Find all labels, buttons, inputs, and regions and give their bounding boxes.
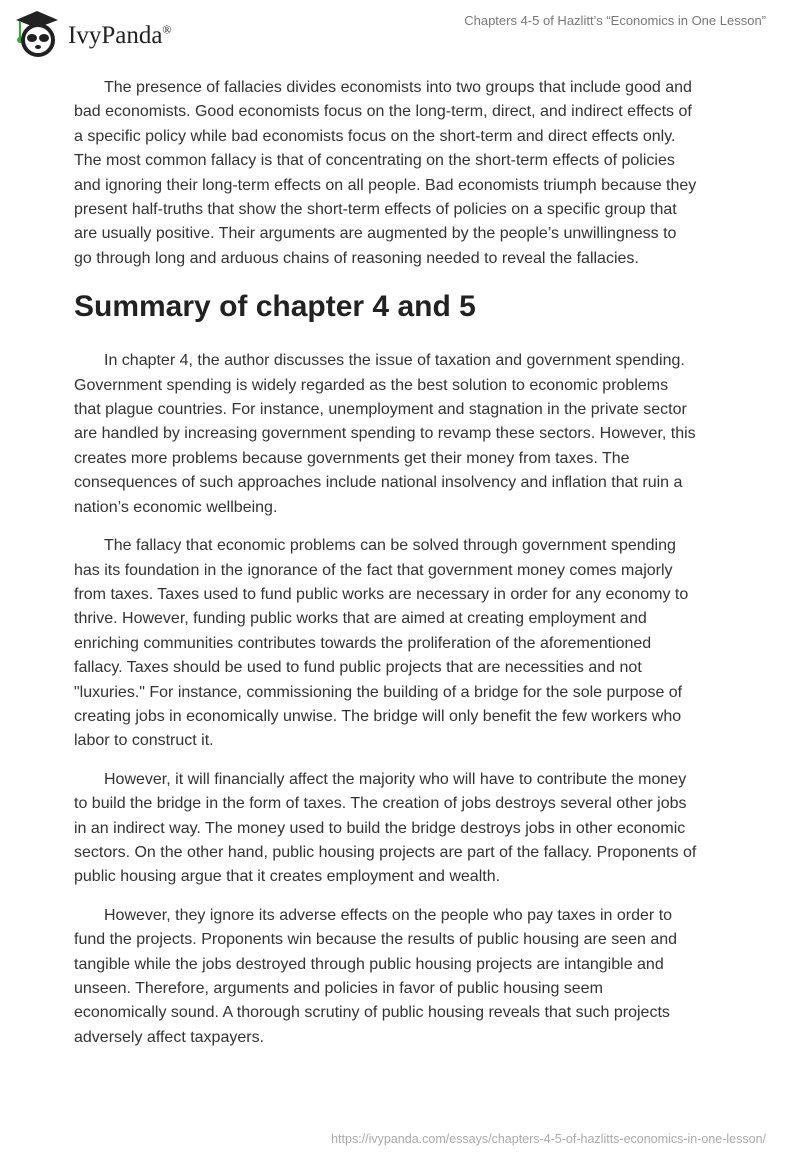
text-line: fallacy. Taxes should be used to fund public projects that are necessities and not xyxy=(74,659,642,677)
text-line: The fallacy that economic problems can be solved through government spending xyxy=(104,537,676,555)
text-line: enriching communities contributes towards the proliferation of the aforementioned xyxy=(74,634,652,652)
text-line: go through long and arduous chains of reasoning needed to reveal the fallacies. xyxy=(74,249,639,267)
text-line: However, they ignore its adverse effects on the people who pay taxes in order to xyxy=(104,906,673,924)
text-line: and ignoring their long-term effects on all people. Bad economists triumph because they xyxy=(74,176,697,194)
text-line: creating jobs in economically unwise. The bridge will only benefit the few workers who xyxy=(74,707,682,725)
source-url[interactable]: https://ivypanda.com/essays/chapters-4-5-of-hazlitts-economics-in-one-lesson/ xyxy=(331,1132,766,1146)
text-line: to build the bridge in the form of taxes. The creation of jobs destroys several other jobs xyxy=(74,795,687,813)
text-line: bad economists. Good economists focus on the long-term, direct, and indirect effects of xyxy=(74,103,692,121)
text-line: consequences of such approaches include national insolvency and inflation that ruin a xyxy=(74,474,683,492)
text-line: The presence of fallacies divides economists into two groups that include good and xyxy=(104,79,692,96)
text-line: nation’s economic wellbeing. xyxy=(74,498,278,516)
logo[interactable] xyxy=(12,8,172,58)
text-line: adversely affect taxpayers. xyxy=(74,1028,265,1046)
essay-content xyxy=(74,76,734,1064)
text-line: creates more problems because governments get their money from taxes. The xyxy=(74,449,630,467)
paragraph xyxy=(74,768,734,890)
text-line: Government spending is widely regarded as the best solution to economic problems xyxy=(74,376,669,394)
text-line: are handled by increasing government spending to revamp these sectors. However, this xyxy=(74,425,696,443)
text-line: has its foundation in the ignorance of the fact that government money comes majorly xyxy=(74,561,673,579)
text-line: are usually positive. Their arguments are augmented by the people’s unwillingness to xyxy=(74,225,677,243)
text-line: The most common fallacy is that of concentrating on the short-term effects of policies xyxy=(74,152,675,170)
logo-text: IvyPanda® xyxy=(68,22,172,49)
text-line: public housing argue that it creates employment and wealth. xyxy=(74,868,501,886)
text-line: In chapter 4, the author discusses the issue of taxation and government spending. xyxy=(104,352,685,370)
paragraph xyxy=(74,76,734,271)
text-line: However, it will financially affect the majority who will have to contribute the money xyxy=(104,770,687,788)
text-line: unseen. Therefore, arguments and policies in favor of public housing seem xyxy=(74,980,603,997)
text-line: from taxes. Taxes used to fund public works are necessary in order for any economy to xyxy=(74,585,689,603)
text-line: that plague countries. For instance, unemployment and stagnation in the private sector xyxy=(74,401,687,419)
section-heading: Summary of chapter 4 and 5 xyxy=(74,290,476,324)
text-line: economically sound. A thorough scrutiny of public housing reveals that such projects xyxy=(74,1004,670,1022)
document-title: Chapters 4-5 of Hazlitt’s “Economics in One Lesson” xyxy=(464,13,766,28)
paragraph xyxy=(74,534,734,754)
text-line: a specific policy while bad economists focus on the short-term and direct effects only. xyxy=(74,127,676,145)
text-line: present half-truths that show the short-term effects of policies on a specific group that xyxy=(74,201,677,219)
text-line: fund the projects. Proponents win because the results of public housing are seen and xyxy=(74,931,678,949)
text-line: thrive. However, funding public works that are aimed at creating employment and xyxy=(74,610,647,628)
text-line: "luxuries." For instance, commissioning the building of a bridge for the sole purpose of xyxy=(74,683,683,701)
paragraph xyxy=(74,349,734,520)
text-line: tangible while the jobs destroyed through public housing projects are intangible and xyxy=(74,955,664,973)
paragraph xyxy=(74,904,734,1050)
text-line: labor to construct it. xyxy=(74,732,214,750)
panda-logo-icon xyxy=(12,8,62,58)
text-line: in an indirect way. The money used to build the bridge destroys jobs in other economic xyxy=(74,819,686,837)
text-line: sectors. On the other hand, public housing projects are part of the fallacy. Proponents of xyxy=(74,843,697,861)
